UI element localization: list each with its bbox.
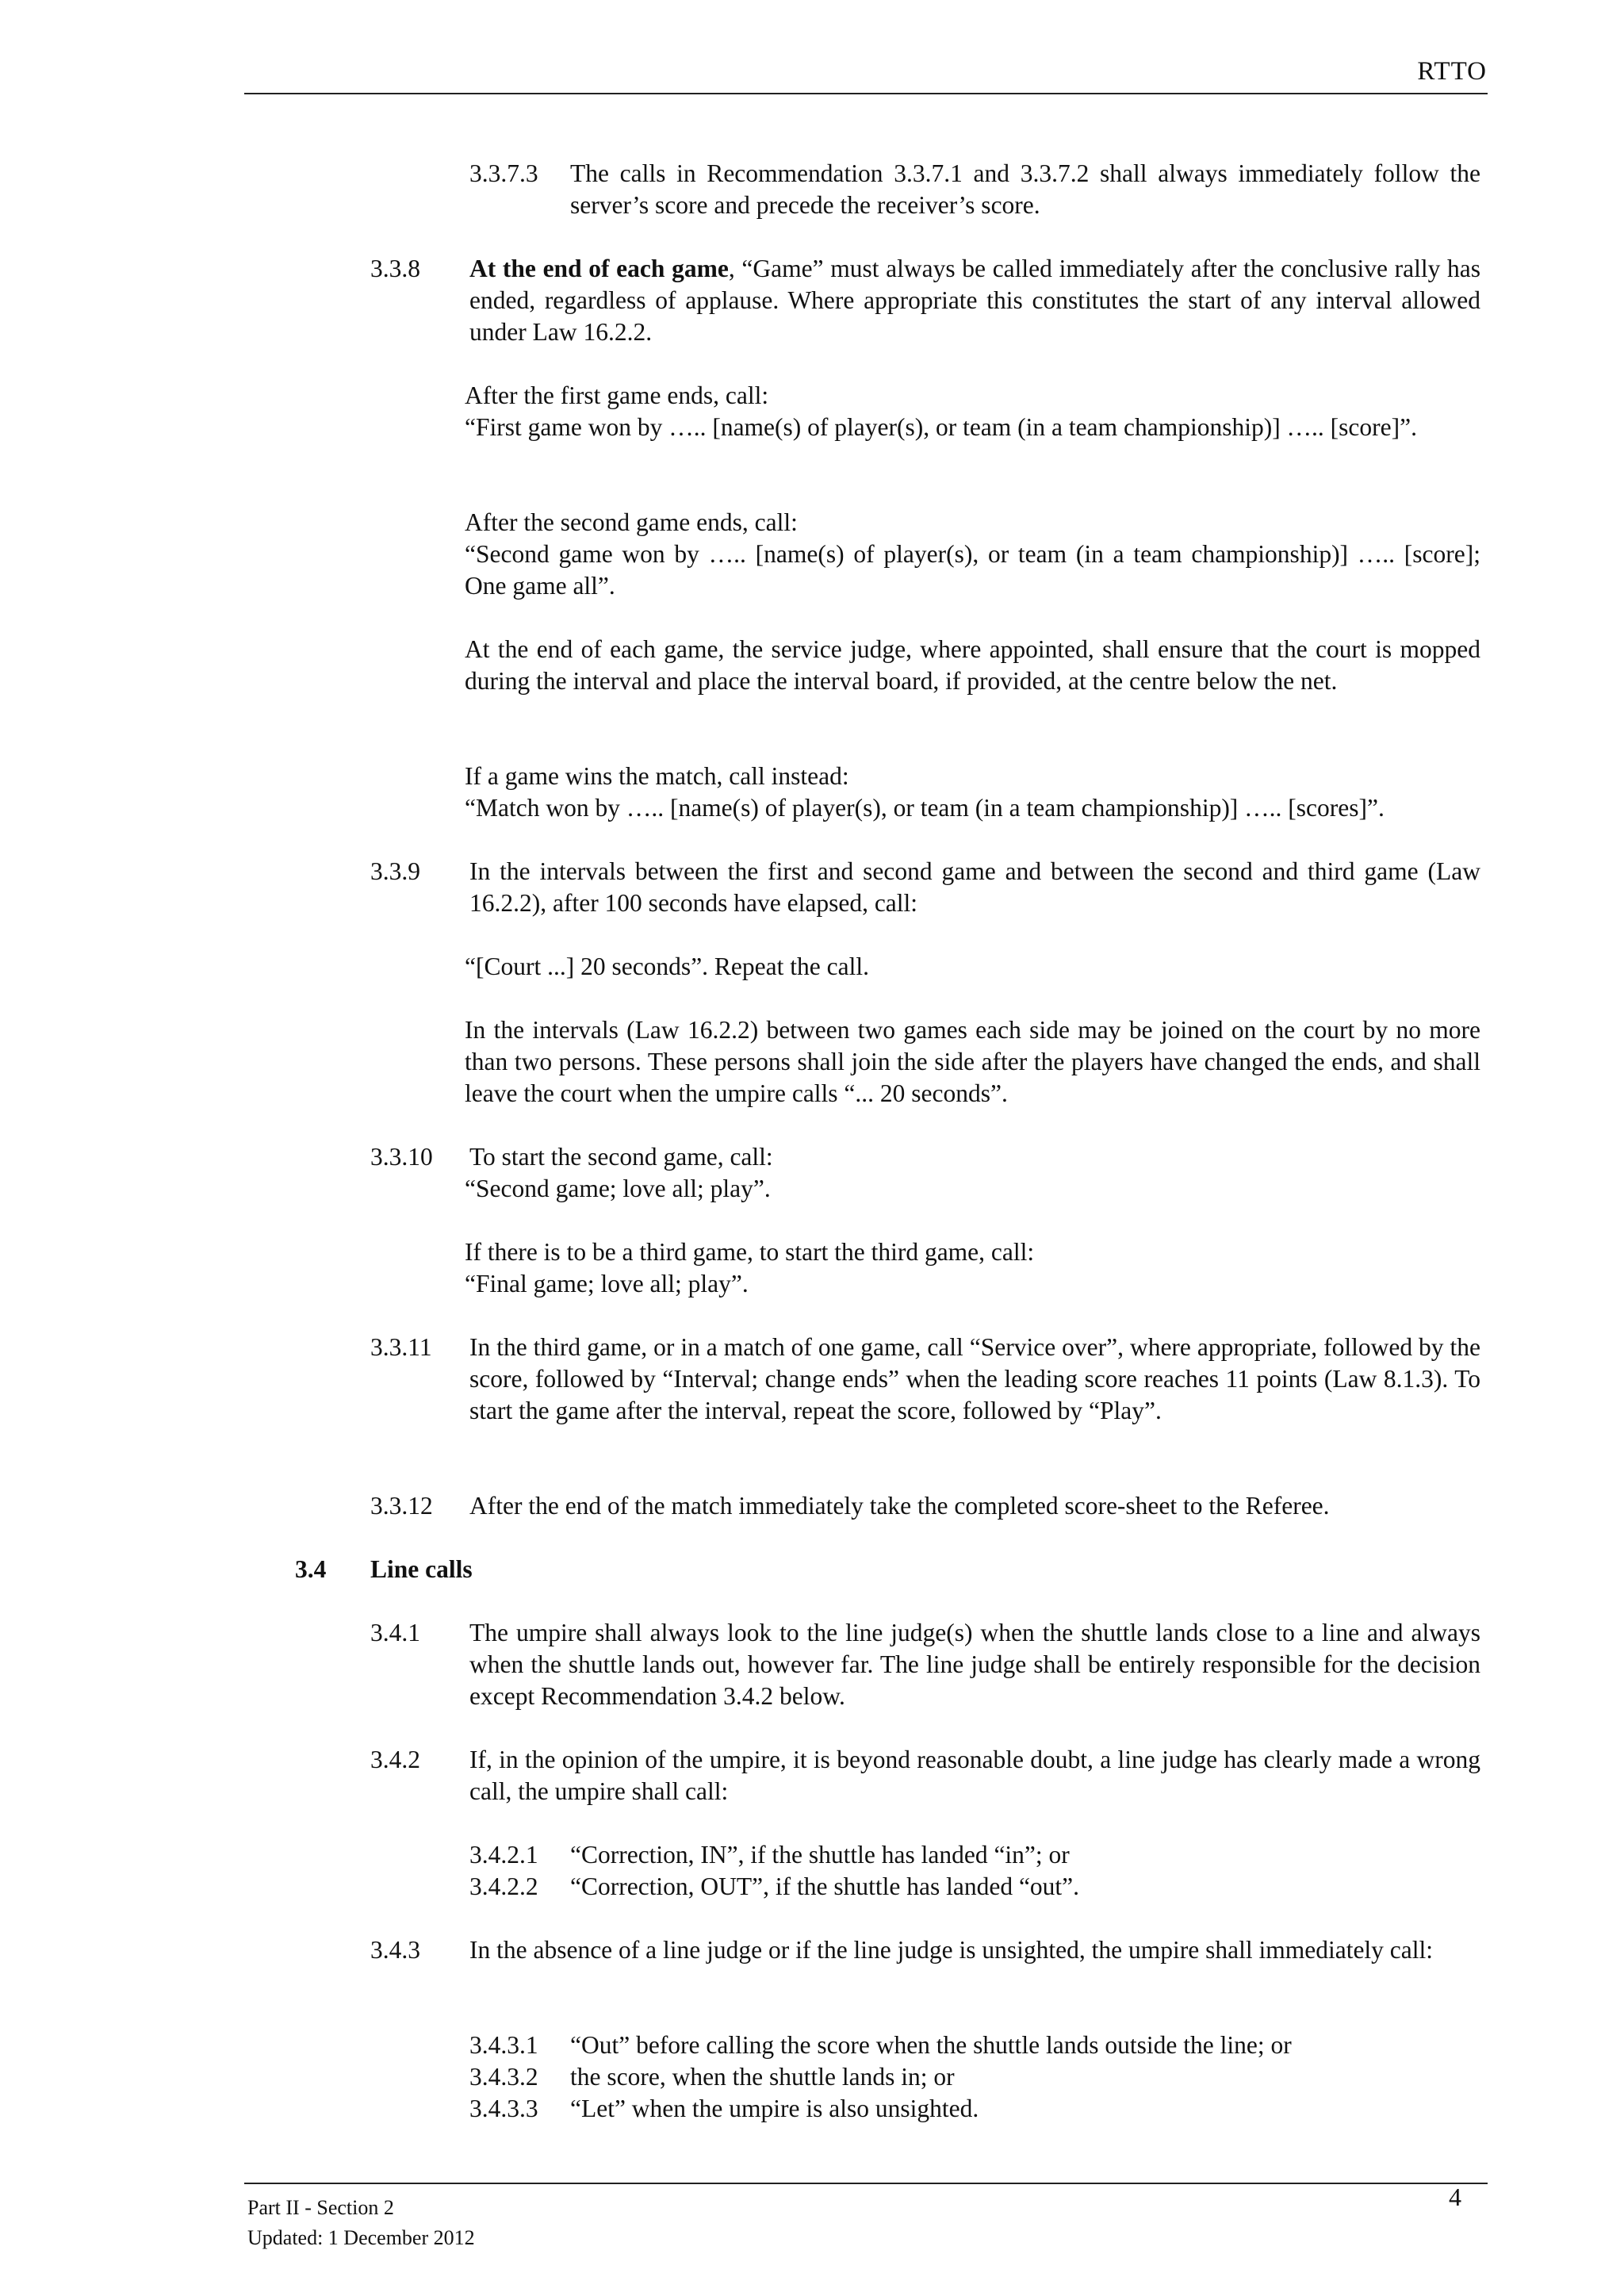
paragraph bbox=[465, 380, 1480, 443]
item-number: 3.3.8 bbox=[370, 255, 420, 282]
sub-item-text: the score, when the shuttle lands in; or bbox=[570, 2063, 955, 2091]
sub-item-text: “Correction, IN”, if the shuttle has landed “in”; or bbox=[570, 1841, 1070, 1869]
item-text bbox=[469, 253, 1480, 348]
footer-rule bbox=[244, 2183, 1488, 2184]
para-intro: After the second game ends, call: bbox=[465, 508, 798, 536]
item-text: In the intervals between the first and second game and between the second and third game (Law 16.2.2), after 100 seconds have elapsed, call: bbox=[469, 857, 1480, 917]
item-number: 3.4.2 bbox=[370, 1746, 420, 1773]
item-text: After the end of the match immediately take the completed score-sheet to the Referee. bbox=[469, 1492, 1330, 1520]
sub-item-number: 3.4.3.1 bbox=[469, 2031, 538, 2059]
footer-section: Part II - Section 2 bbox=[247, 2196, 394, 2219]
item-number: 3.4.1 bbox=[370, 1619, 420, 1646]
item-text: If, in the opinion of the umpire, it is beyond reasonable doubt, a line judge has clearly made a wrong call, the umpire shall call: bbox=[469, 1746, 1480, 1805]
item-number: 3.3.9 bbox=[370, 857, 420, 885]
para-intro: After the first game ends, call: bbox=[465, 381, 769, 409]
sub-item-number: 3.4.3.3 bbox=[469, 2095, 538, 2122]
item-lead: At the end of each game bbox=[469, 255, 729, 282]
paragraph: “Second game; love all; play”. bbox=[465, 1175, 771, 1202]
section-title: Line calls bbox=[370, 1555, 473, 1583]
sub-item-text: “Correction, OUT”, if the shuttle has landed “out”. bbox=[570, 1872, 1080, 1900]
page-number: 4 bbox=[1449, 2183, 1461, 2211]
item-number: 3.4.3 bbox=[370, 1936, 420, 1964]
item-number: 3.3.12 bbox=[370, 1492, 433, 1520]
sub-item-number: 3.4.2.2 bbox=[469, 1872, 538, 1900]
section-number: 3.4 bbox=[295, 1555, 327, 1583]
item-text: In the third game, or in a match of one game, call “Service over”, where appropriate, followed by the score, followed by “Interval; change ends” when the leading score reaches 11 points (Law 8.1.3). To start the game after the interval, repeat the score, followed by “Play”. bbox=[469, 1333, 1480, 1424]
item-text: In the absence of a line judge or if the line judge is unsighted, the umpire shall immediately call: bbox=[469, 1936, 1434, 1964]
para-call: “First game won by ….. [name(s) of player(s), or team (in a team championship)] ….. [score]”. bbox=[465, 413, 1417, 441]
paragraph: In the intervals (Law 16.2.2) between two games each side may be joined on the court by no more than two persons. These persons shall join the side after the players have changed the ends, and shall leave the court when the umpire calls “... 20 seconds”. bbox=[465, 1016, 1480, 1107]
paragraph bbox=[465, 1236, 1480, 1300]
sub-item-text: “Out” before calling the score when the shuttle lands outside the line; or bbox=[570, 2031, 1292, 2059]
header-rule bbox=[244, 93, 1488, 94]
item-number: 3.3.10 bbox=[370, 1143, 433, 1171]
item-text: The calls in Recommendation 3.3.7.1 and 3.3.7.2 shall always immediately follow the server’s score and precede the receiver’s score. bbox=[570, 159, 1480, 219]
para-intro: If a game wins the match, call instead: bbox=[465, 762, 849, 790]
item-lead-rest: , “Game” must always be called immediately after the conclusive rally has ended, regardless of applause. Where appropriate this constitutes the start of any interval allowed under Law 16.2.2. bbox=[469, 255, 1480, 346]
footer-info bbox=[247, 2193, 475, 2253]
para-call: “Second game won by ….. [name(s) of player(s), or team (in a team championship)] ….. [score]; One game all”. bbox=[465, 540, 1480, 600]
paragraph: At the end of each game, the service judge, where appointed, shall ensure that the court is mopped during the interval and place the interval board, if provided, at the centre below the net. bbox=[465, 635, 1480, 695]
para-call: “Match won by ….. [name(s) of player(s), or team (in a team championship)] ….. [scores]”. bbox=[465, 794, 1385, 822]
paragraph bbox=[465, 507, 1480, 602]
para-call: “Final game; love all; play”. bbox=[465, 1270, 749, 1297]
sub-item-number: 3.4.3.2 bbox=[469, 2063, 538, 2091]
paragraph: “[Court ...] 20 seconds”. Repeat the call. bbox=[465, 953, 869, 980]
paragraph bbox=[465, 761, 1488, 824]
footer-updated: Updated: 1 December 2012 bbox=[247, 2226, 475, 2249]
item-text: The umpire shall always look to the line judge(s) when the shuttle lands close to a line and always when the shuttle lands out, however far. The line judge shall be entirely responsible for the decision except Recommendation 3.4.2 below. bbox=[469, 1619, 1480, 1710]
header-title: RTTO bbox=[1417, 57, 1487, 86]
item-number: 3.3.7.3 bbox=[469, 159, 538, 187]
sub-item-number: 3.4.2.1 bbox=[469, 1841, 538, 1869]
item-number: 3.3.11 bbox=[370, 1333, 432, 1361]
item-text: To start the second game, call: bbox=[469, 1143, 773, 1171]
sub-item-text: “Let” when the umpire is also unsighted. bbox=[570, 2095, 979, 2122]
para-intro: If there is to be a third game, to start the third game, call: bbox=[465, 1238, 1035, 1266]
